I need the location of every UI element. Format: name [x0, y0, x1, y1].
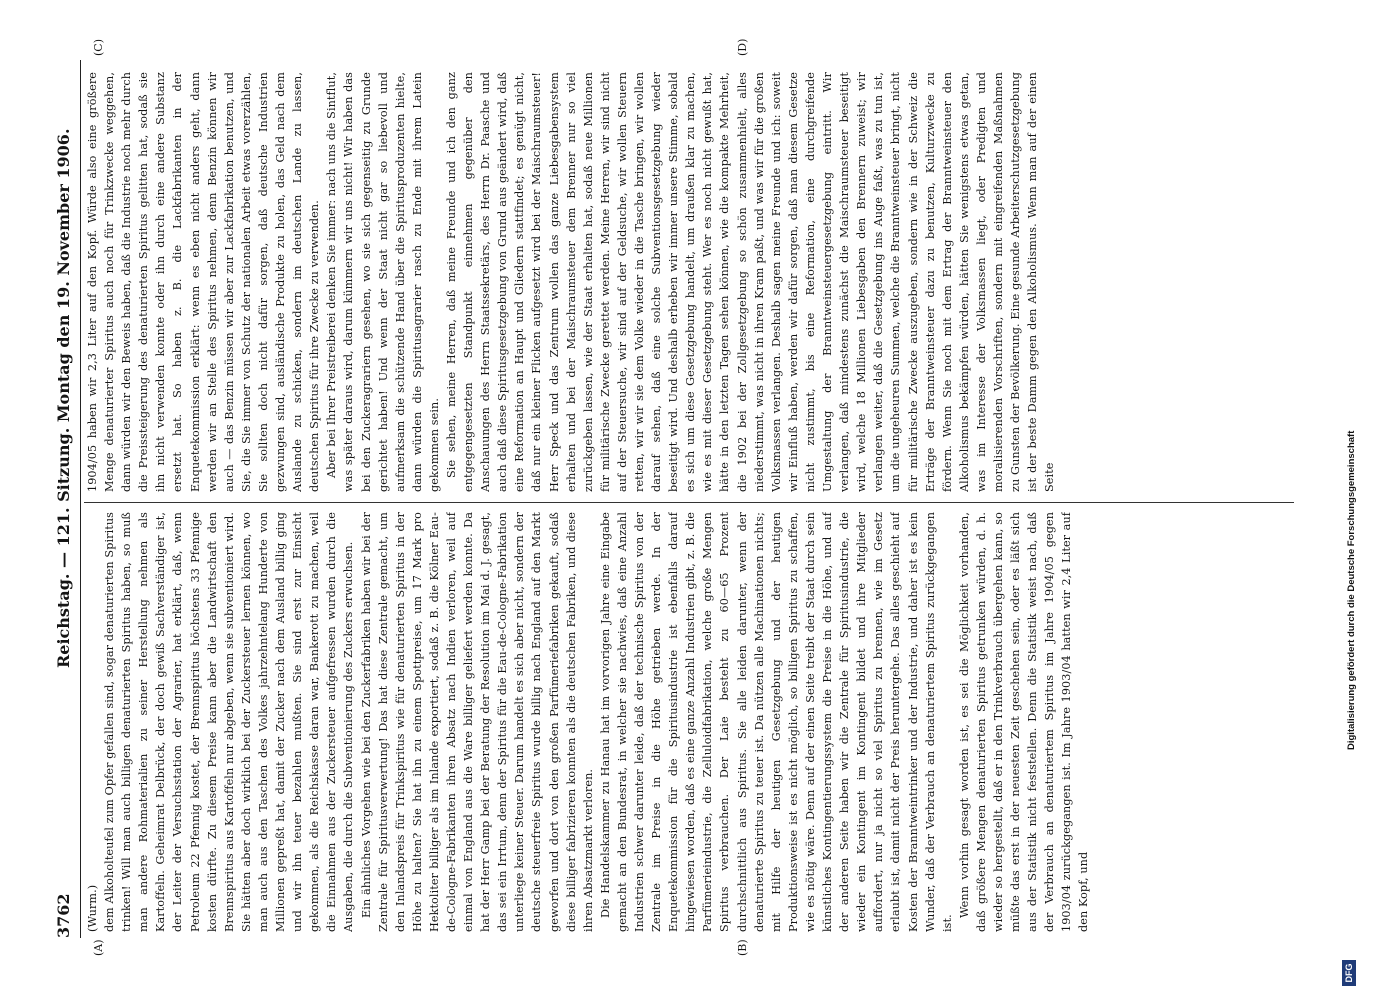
right-column [84, 72, 1294, 492]
paragraph: Sie sehen, meine Herren, daß meine Freunde und ich den ganz entgegengesetzten Standpunkt einnehmen gegenüber den Anschauungen des Herrn Staatssekretärs, des Herrn Dr. Paasche und auch daß diese Spiritusgesetzgebung von Grund aus geändert wird, daß eine Reformation an Haupt und Gliedern stattfindet; es genügt nicht, daß nur ein kleiner Flicken aufgesetzt wird bei der Maischraumsteuer! Herr Speck und das Zentrum wollen das ganze Liebesgabensystem erhalten und bei der Maischraumsteuer dem Brenner nur so viel zurückgeben lassen, wie der Staat erhalten hat, sodaß neue Millionen für militärische Zwecke gerettet werden. Meine Herren, wir sind nicht auf der Steuersuche, wir sind auf der Geldsuche, wir wollen Steuern retten, wir wir sie dem Volke wieder in die Tasche bringen, wir wollen darauf sehen, daß eine solche Subventionsgesetzgebung wieder beseitigt wird. Und deshalb erheben wir immer unsere Stimme, sobald es sich um diese Gesetzgebung handelt, um draußen klar zu machen, wie es mit dieser Gesetzgebung steht. Wer es noch nicht gewußt hat, hätte in den letzten Tagen sehen können, wie die kompakte Mehrheit, die 1902 bei der Zollgesetzgebung so schön zusammenhielt, alles niederstimmt, was nicht in ihren Kram paßt, und was wir für die großen Volksmassen verlangen. Deshalb sagen meine Freunde und ich: soweit wir Einfluß haben, werden wir dafür sorgen, daß man diesem Gesetze nicht zustimmt, bis eine Reformation, eine durchgreifende Umgestaltung der Branntweinsteuergesetzgebung eintritt. Wir verlangen, daß mindestens zunächst die Maischraumsteuer beseitigt wird, welche 18 Millionen Liebesgaben den Brennern zuweist; wir verlangen weiter, daß die Gesetzgebung ins Auge faßt, was zu tun ist, um die ungeheuren Summen, welche die Branntweinsteuer bringt, nicht für militärische Zwecke auszugeben, sondern wie in der Schweiz die Erträge der Branntweinsteuer dazu zu benutzen, Kulturzwecke zu fördern. Wenn Sie noch mit dem Ertrag der Branntweinsteuer den Alkoholismus bekämpfen würden, hätten Sie wenigstens etwas getan, was im Interesse der Volksmassen liegt, oder Predigten und moralisierenden Vorschriften, sondern mit eingreifenden Maßnahmen zu Gunsten der Bevölkerung. Eine gesunde Arbeiterschutzgesetzgebung ist der beste Damm gegen den Alkoholismus. Wenn man auf der einen Seite [444, 72, 1057, 492]
paragraph: 1904/05 haben wir 2,3 Liter auf den Kopf. Würde also eine größere Menge denaturierter Spiritus auch noch für Trinkzwecke weggehen, dann würden wir den Beweis haben, daß die Industrie noch mehr durch die Preissteigerung des denaturierten Spiritus gelitten hat, sodaß sie ihn nicht verwenden konnte oder ihn durch eine andere Substanz ersetzt hat. So haben z. B. die Lackfabrikanten in der Enquetekommission erklärt: wenn es eben nicht anders geht, dann werden wir an Stelle des Spiritus nehmen, denn Benzin können wir auch — das Benzin müssen wir aber zur Lackfabrikation benutzen, und Sie, die Sie immer von Schutz der nationalen Arbeit etwas vorerzählen, Sie sollten doch nicht dafür sorgen, daß deutsche Industrien gezwungen sind, ausländische Produkte zu holen, das Geld nach dem Auslande zu schicken, sondern im deutschen Lande zu lassen, deutschen Spiritus für ihre Zwecke zu verwenden. [86, 72, 322, 492]
page-header [52, 60, 78, 938]
dfg-logo: DFG [1342, 960, 1356, 986]
paragraph: Ein ähnliches Vorgehen wie bei den Zuckerfabriken haben wir bei der Zentrale für Spiritusverwertung! Das hat diese Zentrale gemacht, um den Inlandspreis für Trinkspiritus wie für denaturierten Spiritus in der Höhe zu halten? Sie hat ihn zu einem Spottpreise, um 17 Mark pro Hektoliter billiger als im Inlande exportiert, sodaß z. B. die Kölner Eau-de-Cologne-Fabrikanten ihren Absatz nach Indien verloren, weil auf einmal von England aus die Ware billiger geliefert werden konnte. Da hat der Herr Gamp bei der Beratung der Resolution im Mai d. J. gesagt, das sei ein Irrtum, denn der Spiritus für die Eau-de-Cologne-Fabrikation unterliege keiner Steuer. Darum handelt es sich aber nicht, sondern der deutsche steuerfreie Spiritus wurde billig nach England auf den Markt geworfen und dort von den großen Parfümeriefabriken gekauft, sodaß diese billiger fabrizieren konnten als die deutschen Fabriken, und diese ihren Absatzmarkt verloren. [359, 512, 595, 932]
paragraph: Wenn vorhin gesagt worden ist, es sei die Möglichkeit vorhanden, daß größere Mengen denaturierten Spiritus getrunken würden, d. h. wieder so hergestellt, daß er in den Trinkverbrauch übergehen kann, so müßte das erst in der neuesten Zeit geschehen sein, oder es läßt sich aus der Statistik nicht feststellen. Denn die Statistik weist nach, daß der Verbrauch an denaturiertem Spiritus im Jahre 1904/05 gegen 1903/04 zurückgegangen ist. Im Jahre 1903/04 hatten wir 2,4 Liter auf den Kopf, und [957, 512, 1091, 932]
margin-mark-c: (C) [92, 39, 105, 56]
page-title: Reichstag. — 121. Sitzung. Montag den 19. November 1906. [54, 128, 73, 668]
column-divider [84, 502, 1294, 503]
page-number: 3762 [54, 893, 73, 938]
margin-mark-b: (B) [736, 939, 749, 956]
paragraph: dem Alkoholteufel zum Opfer gefallen sind, sogar denaturierten Spiritus trinken! Will man auch billigen denaturierten Spiritus haben, so muß man andere Rohmaterialien zu seiner Herstellung nehmen als Kartoffeln. Geheimrat Delbrück, der doch gewiß Sachverständiger ist, der Leiter der Versuchsstation der Agrarier, hat erklärt, daß, wenn Petroleum 22 Pfennig kostet, der Brennspiritus höchstens 33 Pfennige kosten dürfte. Zu diesem Preise kann aber die Landwirtschaft den Brennspiritus aus Kartoffeln nur abgeben, wenn sie subventioniert wird. Sie hätten aber doch wirklich bei der Zuckersteuer lernen können, wo man auch aus den Taschen des Volkes jahrzehntelang Hunderte von Millionen gepreßt hat, damit der Zucker nach dem Ausland billig ging und wir ihn teuer bezahlen mußten. Sie sind erst zur Einsicht gekommen, als die Reichskasse daran war, Bankerott zu machen, weil die Einnahmen aus der Zuckersteuer aufgefressen wurden durch die Ausgaben, die durch die Subventionierung des Zuckers erwuchsen. [103, 512, 356, 932]
margin-mark-d: (D) [736, 38, 749, 56]
paragraph: Die Handelskammer zu Hanau hat im vorvorigen Jahre eine Eingabe gemacht an den Bundesrat, in welcher sie nachwies, daß eine Anzahl Industrien schwer darunter leide, daß der technische Spiritus von der Zentrale im Preise in die Höhe getrieben werde. In der Enquetekommission für die Spiritusindustrie ist ebenfalls darauf hingewiesen worden, daß es eine ganze Anzahl Industrien gibt, z. B. die Parfümerieindustrie, die Zelluloidfabrikation, welche große Mengen Spiritus verbrauchen. Der Laie besteht zu 60—65 Prozent durchschnittlich aus Spiritus. Sie alle leiden darunter, wenn der denaturierte Spiritus zu teuer ist. Da nützen alle Machinationen nichts; mit Hilfe der heutigen Gesetzgebung und der heutigen Produktionsweise ist es nicht möglich, so billigen Spiritus zu schaffen, wie es nötig wäre. Denn auf der einen Seite treibt der Staat durch sein künstliches Kontingentierungssystem die Preise in die Höhe, und auf der anderen Seite haben wir die Zentrale für Spiritusindustrie, die wieder ein Kontingent im Kontingent bildet und ihre Mitglieder auffordert, nur ja nicht so viel Spiritus zu brennen, wie im Gesetz erlaubt ist, damit nicht der Preis heruntergehe. Das alles geschieht auf Kosten der Branntweintrinker und der Industrie, und daher ist es kein Wunder, daß der Verbrauch an denaturiertem Spiritus zurückgegangen ist. [598, 512, 954, 932]
paragraph: Aber bei Ihrer Preistreiberei denken Sie immer: nach uns die Sintflut, was später daraus wird, darum kümmern wir uns nicht! Wir haben das bei den Zuckeragrariern gesehen, wo sie sich gegenseitig zu Grunde gerichtet haben! Und wenn der Staat nicht gar so liebevoll und aufmerksam die schützende Hand über die Spiritusproduzenten hielte, dann würden die Spiritusagrarier rasch zu Ende mit ihrem Latein gekommen sein. [325, 72, 441, 492]
left-column [84, 512, 1294, 932]
margin-mark-a: (A) [92, 939, 105, 956]
speaker-label: (Wurm.) [86, 884, 99, 932]
digitization-credit: Digitalisierung gefördert durch die Deutsche Forschungsgemeinschaft [1346, 430, 1357, 750]
header-rule [80, 60, 81, 938]
